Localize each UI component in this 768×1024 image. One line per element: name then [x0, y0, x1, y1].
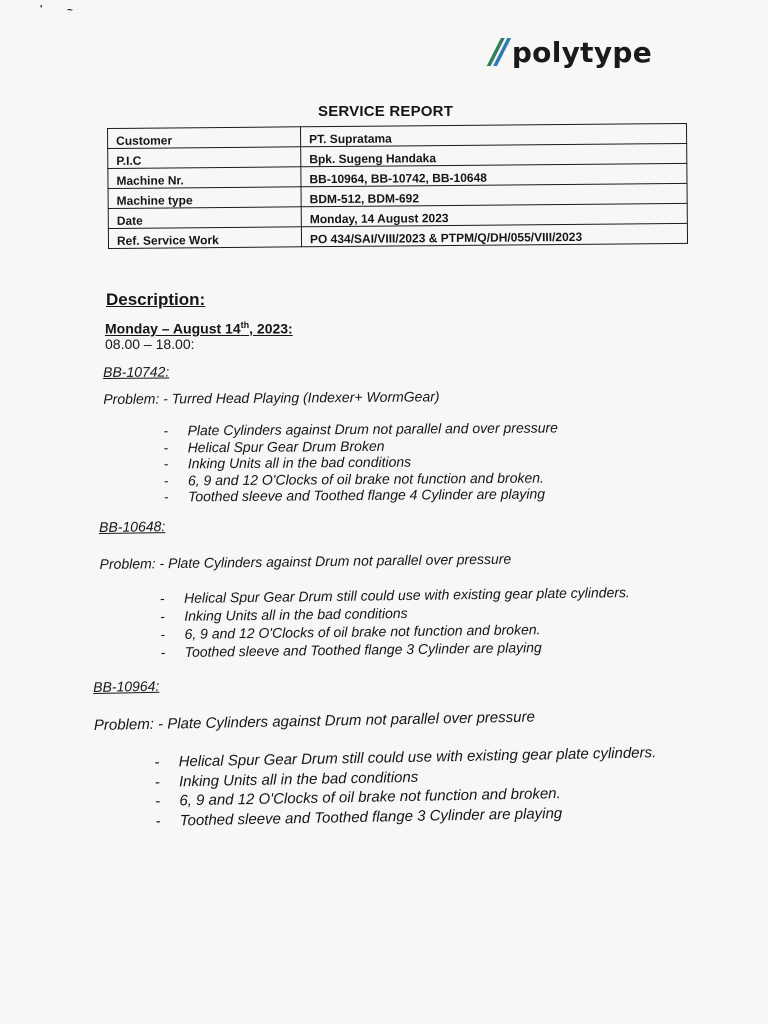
info-value: PT. Supratama — [300, 123, 686, 146]
bullet-dash: - — [163, 438, 169, 456]
list-item-text: Helical Spur Gear Drum still could use with existing gear plate cylinders. — [183, 584, 630, 606]
list-item-text: Inking Units all in the bad conditions — [187, 453, 412, 472]
date-prefix: Monday – August 14 — [105, 320, 241, 337]
list-item-text: Toothed sleeve and Toothed flange 3 Cylinder are playing — [179, 804, 563, 829]
list-item-text: 6, 9 and 12 O'Clocks of oil brake not function and broken. — [184, 621, 541, 642]
date-ordinal: th — [240, 320, 250, 330]
bullet-dash: - — [163, 488, 169, 505]
bullet-dash: - — [154, 773, 161, 791]
report-info-table — [107, 123, 688, 249]
list-item-text: 6, 9 and 12 O'Clocks of oil brake not function and broken. — [187, 469, 544, 488]
bullet-dash: - — [159, 590, 165, 607]
bullet-dash: - — [163, 471, 169, 489]
info-label: Ref. Service Work — [108, 227, 301, 249]
issue-list — [160, 583, 631, 661]
bullet-dash: - — [155, 792, 161, 810]
list-item-text: Toothed sleeve and Toothed flange 3 Cylinder are playing — [184, 639, 542, 660]
description-heading: Description: — [106, 290, 206, 309]
date-suffix: , 2023: — [249, 320, 293, 337]
bullet-dash: - — [160, 626, 166, 643]
info-value: Bpk. Sugeng Handaka — [301, 143, 687, 166]
logo-slash: / — [490, 32, 497, 72]
issue-list — [154, 743, 657, 831]
report-title: SERVICE REPORT — [318, 103, 454, 120]
info-label: Machine type — [108, 187, 301, 209]
list-item-text: Inking Units all in the bad conditions — [184, 604, 408, 624]
bullet-dash: - — [163, 422, 169, 439]
bullet-dash: - — [160, 608, 166, 625]
machine-section — [103, 360, 559, 505]
table-row — [108, 223, 687, 248]
logo-slashes-icon — [490, 32, 503, 72]
description-time: 08.00 – 18.00: — [105, 336, 195, 352]
machine-id: BB-10648: — [99, 518, 166, 535]
logo-slash: / — [496, 32, 503, 72]
list-item — [163, 419, 558, 439]
machine-section — [93, 668, 658, 832]
machine-id: BB-10964: — [93, 677, 160, 695]
list-item-text: Helical Spur Gear Drum still could use with existing gear plate cylinders. — [178, 744, 657, 771]
bullet-dash: - — [154, 753, 160, 771]
polytype-logo — [490, 32, 652, 72]
scan-speck: ' — [40, 4, 43, 15]
list-item-text: 6, 9 and 12 O'Clocks of oil brake not function and broken. — [179, 785, 561, 810]
list-item — [164, 485, 559, 505]
machine-id: BB-10742: — [103, 363, 170, 380]
info-label: P.I.C — [108, 147, 301, 169]
description-date — [105, 320, 293, 337]
info-value: PO 434/SAI/VIII/2023 & PTPM/Q/DH/055/VIII/2023 — [301, 223, 687, 246]
info-label: Customer — [108, 127, 301, 149]
issue-list — [163, 419, 558, 505]
info-label: Machine Nr. — [108, 167, 301, 189]
list-item-text: Helical Spur Gear Drum Broken — [187, 437, 385, 455]
info-value: Monday, 14 August 2023 — [301, 203, 687, 226]
problem-line: Problem: - Turred Head Playing (Indexer+ WormGear) — [103, 388, 440, 407]
problem-line: Problem: - Plate Cylinders against Drum not parallel over pressure — [93, 708, 536, 734]
machine-section — [99, 512, 631, 662]
bullet-dash: - — [155, 812, 161, 830]
list-item-text: Plate Cylinders against Drum not parallel and over pressure — [187, 419, 558, 439]
bullet-dash: - — [163, 455, 169, 472]
problem-line: Problem: - Plate Cylinders against Drum not parallel over pressure — [99, 550, 512, 572]
list-item-text: Inking Units all in the bad conditions — [178, 768, 419, 790]
scan-speck: ~ — [67, 5, 73, 16]
info-label: Date — [108, 207, 301, 229]
bullet-dash: - — [160, 644, 166, 661]
list-item-text: Toothed sleeve and Toothed flange 4 Cylinder are playing — [187, 485, 546, 505]
logo-text: polytype — [511, 35, 653, 69]
info-value: BDM-512, BDM-692 — [301, 183, 687, 206]
info-value: BB-10964, BB-10742, BB-10648 — [301, 163, 687, 186]
